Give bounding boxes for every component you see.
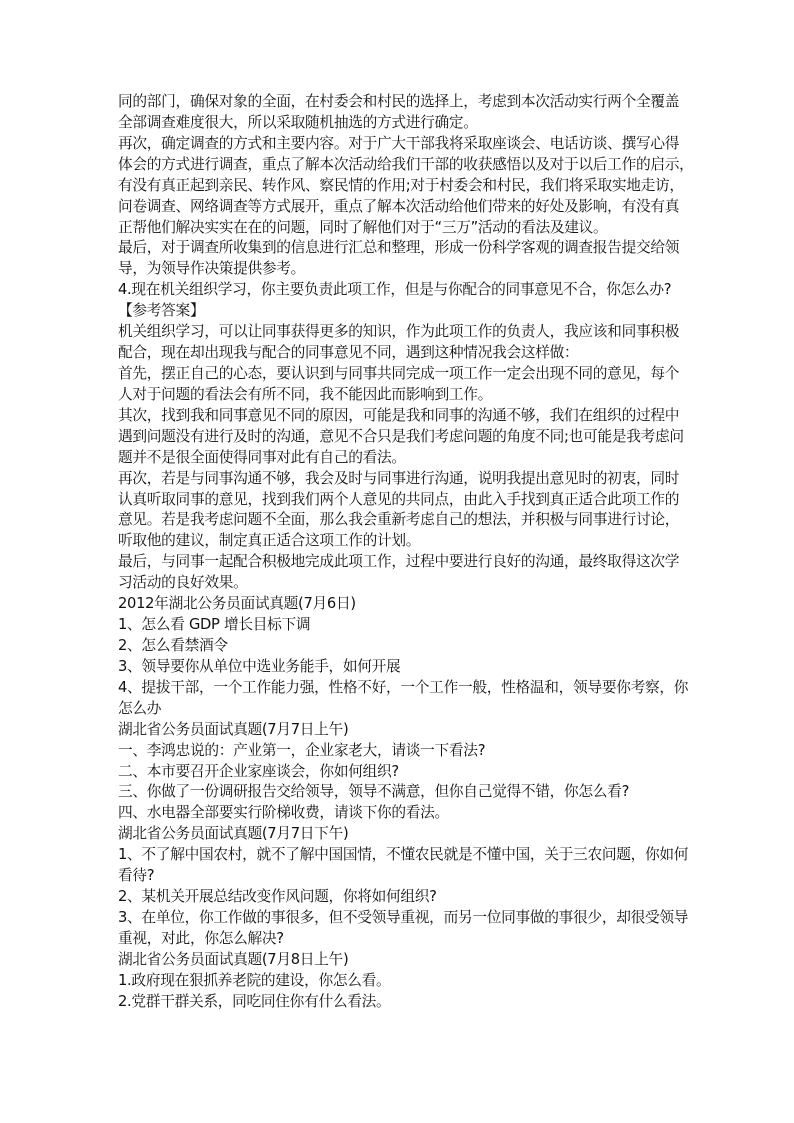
text-line: 问卷调查、网络调查等方式展开，重点了解本次活动给他们带来的好处及影响，有没有真 [118,197,680,215]
text-line: 最后，与同事一起配合积极地完成此项工作，过程中要进行良好的沟通，最终取得这次学 [118,553,680,571]
text-line: 1.政府现在狠抓养老院的建设，你怎么看。 [118,971,391,989]
text-line: 3、领导要你从单位中选业务能手，如何开展 [118,657,401,675]
text-line: 题并不是很全面使得同事对此有自己的看法。 [118,448,406,466]
text-line: 习活动的良好效果。 [118,574,248,592]
text-line: 有没有真正起到亲民、转作风、察民情的作用;对于村委会和村民，我们将采取实地走访， [118,176,684,194]
text-line: 看待? [118,867,155,885]
text-line: 湖北省公务员面试真题(7月8日上午) [118,950,349,968]
text-line: 配合，现在却出现我与配合的同事意见不同，遇到这种情况我会这样做： [118,344,579,362]
text-line: 1、怎么看 GDP 增长目标下调 [118,616,311,634]
text-line: 同的部门，确保对象的全面，在村委会和村民的选择上，考虑到本次活动实行两个全覆盖 [118,93,680,110]
text-line: 2、怎么看禁酒令 [118,636,228,654]
text-line: 2、某机关开展总结改变作风问题，你将如何组织? [118,888,437,906]
text-line: 全部调查难度很大，所以采取随机抽选的方式进行确定。 [118,113,478,131]
text-line: 一、李鸿忠说的：产业第一，企业家老大，请谈一下看法? [118,741,486,759]
text-line: 【参考答案】 [118,302,205,320]
text-line: 二、本市要召开企业家座谈会，你如何组织? [118,762,399,780]
document-page [118,92,694,1013]
text-line: 体会的方式进行调查，重点了解本次活动给我们干部的收获感悟以及对于以后工作的启示， [118,155,694,173]
text-line: 2.党群干群关系，同吃同住你有什么看法。 [118,992,391,1010]
text-line: 意见。若是我考虑问题不全面，那么我会重新考虑自己的想法，并积极与同事进行讨论， [118,511,680,529]
text-line: 4.现在机关组织学习，你主要负责此项工作，但是与你配合的同事意见不合，你怎么办? [118,281,672,299]
text-line: 正帮他们解决实实在在的问题，同时了解他们对于“三万”活动的看法及建议。 [118,218,608,236]
text-line: 2012年湖北公务员面试真题(7月6日) [118,595,356,613]
text-line: 1、不了解中国农村，就不了解中国国情，不懂农民就是不懂中国，关于三农问题，你如何 [118,846,689,864]
text-line: 听取他的建议，制定真正适合这项工作的计划。 [118,532,421,550]
text-line: 四、水电器全部要实行阶梯收费，请谈下你的看法。 [118,804,449,822]
text-line: 导，为领导作决策提供参考。 [118,260,306,278]
text-line: 人对于问题的看法会有所不同，我不能因此而影响到工作。 [118,385,493,403]
text-line: 认真听取同事的意见，找到我们两个人意见的共同点，由此入手找到真正适合此项工作的 [118,490,680,508]
text-line: 3、在单位，你工作做的事很多，但不受领导重视，而另一位同事做的事很少，却很受领导 [118,908,689,926]
text-line: 三、你做了一份调研报告交给领导，领导不满意，但你自己觉得不错，你怎么看? [118,783,630,801]
text-line: 重视，对此，你怎么解决? [118,929,284,947]
text-line: 机关组织学习，可以让同事获得更多的知识，作为此项工作的负责人，我应该和同事积极 [118,323,680,341]
text-line: 遇到问题没有进行及时的沟通，意见不合只是我们考虑问题的角度不同;也可能是我考虑问 [118,427,684,445]
text-line: 最后，对于调查所收集到的信息进行汇总和整理，形成一份科学客观的调查报告提交给领 [118,239,680,257]
text-line: 其次，找到我和同事意见不同的原因，可能是我和同事的沟通不够，我们在组织的过程中 [118,406,680,424]
text-line: 首先，摆正自己的心态，要认识到与同事共同完成一项工作一定会出现不同的意见，每个 [118,364,680,382]
text-line: 再次，若是与同事沟通不够，我会及时与同事进行沟通，说明我提出意见时的初衷，同时 [118,469,680,487]
text-line: 湖北省公务员面试真题(7月7日上午) [118,720,349,738]
text-line: 再次，确定调查的方式和主要内容。对于广大干部我将采取座谈会、电话访谈、撰写心得 [118,134,680,152]
text-line: 湖北省公务员面试真题(7月7日下午) [118,825,349,843]
text-line: 怎么办 [118,699,162,717]
text-line: 4、提拔干部，一个工作能力强，性格不好，一个工作一般，性格温和，领导要你考察，你 [118,678,689,696]
